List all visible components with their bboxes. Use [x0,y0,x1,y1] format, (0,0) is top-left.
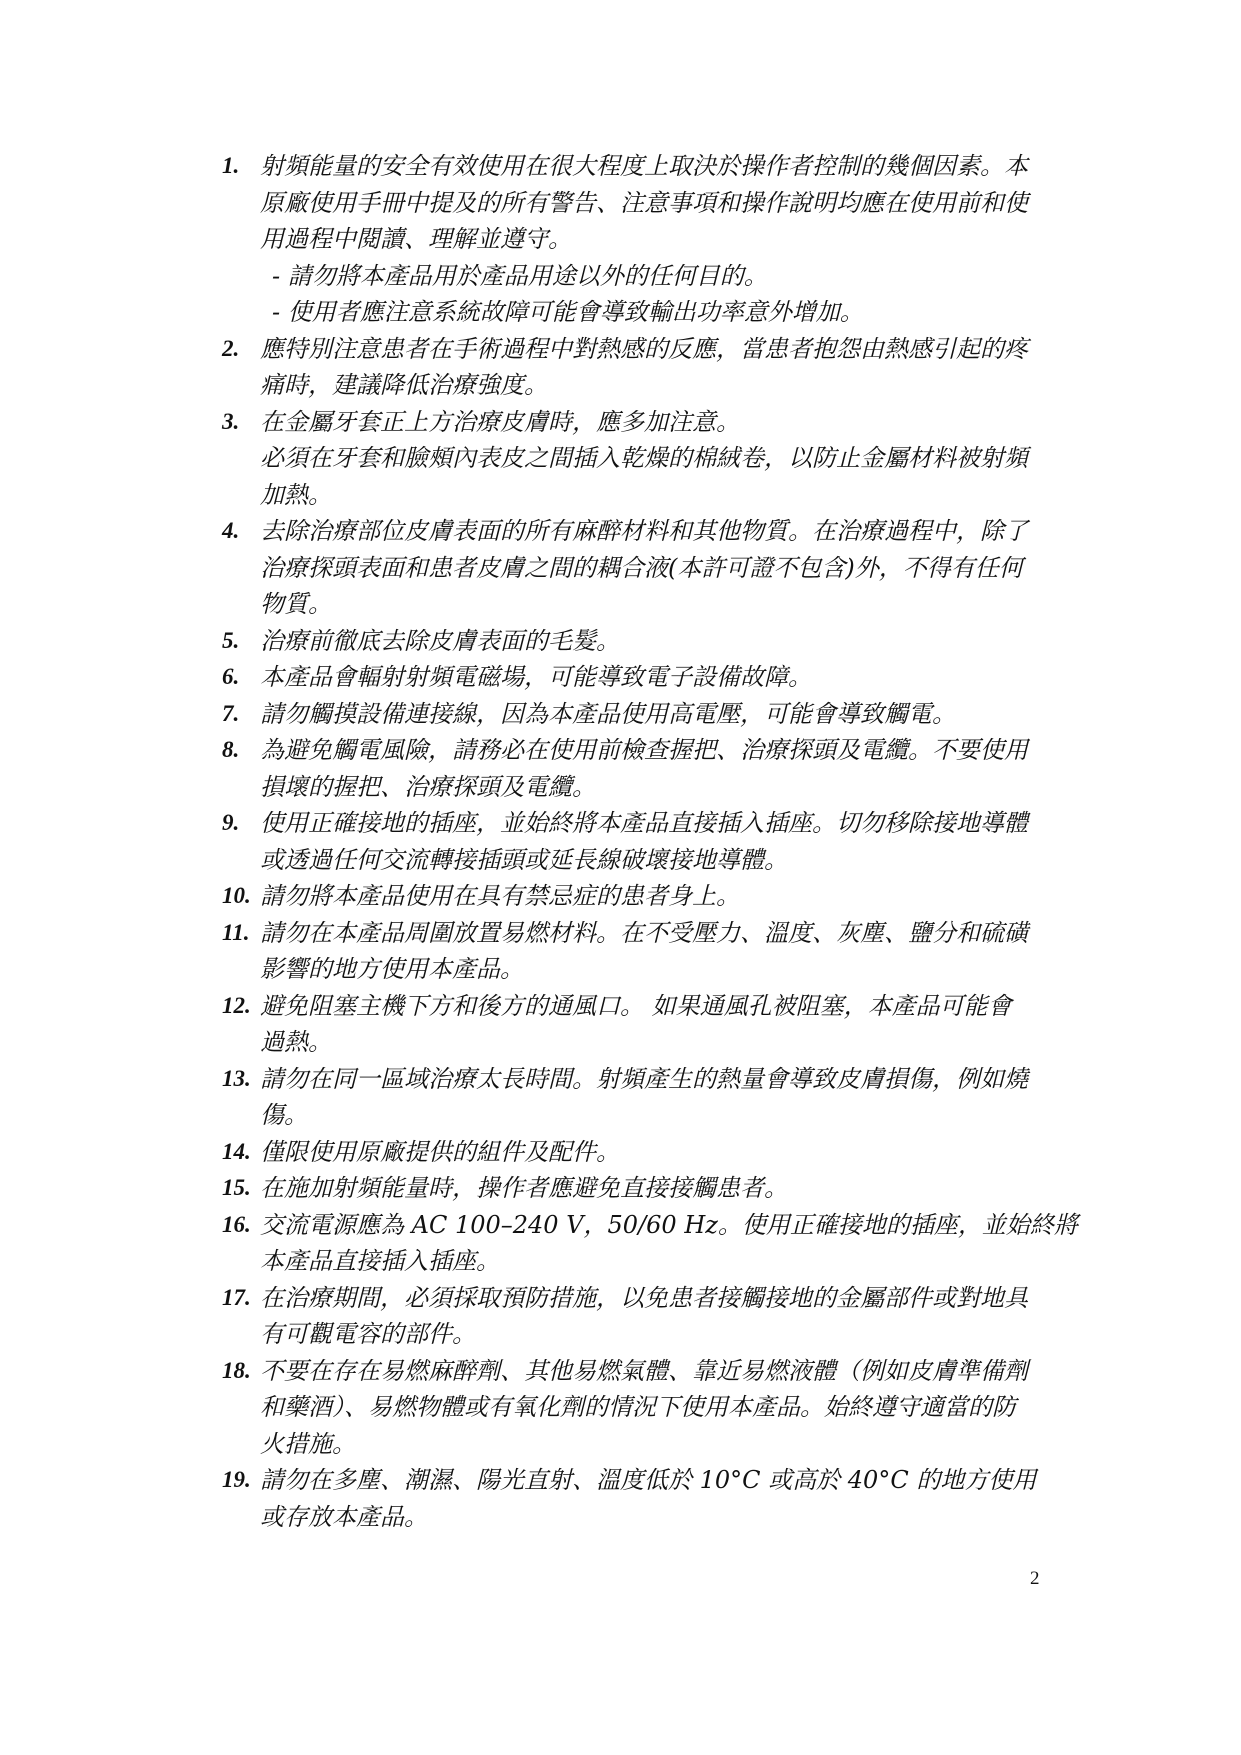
item-text-line: 僅限使用原廠提供的組件及配件。 [260,1137,620,1166]
item-number: 11. [222,919,250,945]
list-item [222,1170,1052,1207]
list-item [222,1207,1078,1280]
list-item [222,988,1052,1061]
item-text [260,988,1052,1061]
item-text-line: 在金屬牙套正上方治療皮膚時，應多加注意。 [260,407,740,436]
page-number: 2 [1030,1568,1040,1589]
list-item [222,513,1052,623]
item-number: 12. [222,992,251,1018]
item-text-line: 治療前徹底去除皮膚表面的毛髮。 [260,626,620,655]
item-number: 3. [222,408,240,434]
item-text [260,1134,1052,1171]
list-item [222,623,1052,660]
list-item [222,659,1052,696]
item-text-line: 痛時，建議降低治療強度。 [260,371,548,399]
sub-item: - 使用者應注意系統故障可能會導致輸出功率意外增加。 [272,298,864,326]
item-text-line: 交流電源應為 AC 100–240 V，50/60 Hz。使用正確接地的插座，並始終將 [260,1210,1078,1239]
list-item [222,878,1052,915]
item-text-line: 為避免觸電風險，請務必在使用前檢查握把、治療探頭及電纜。不要使用 [260,736,1028,764]
item-text [260,805,1052,878]
item-text-line: 原廠使用手冊中提及的所有警告、注意事項和操作說明均應在使用前和使 [260,188,1028,217]
item-text-line: 必須在牙套和臉頰內表皮之間插入乾燥的棉絨卷，以防止金屬材料被射頻 [260,444,1028,472]
item-text-line: 去除治療部位皮膚表面的所有麻醉材料和其他物質。在治療過程中，除了 [260,517,1028,545]
warning-list [222,148,1078,1535]
item-text [260,1061,1052,1134]
item-text-line: 加熱。 [260,480,332,509]
item-number: 1. [222,153,240,178]
item-text-line: 避免阻塞主機下方和後方的通風口。 如果通風孔被阻塞，本產品可能會 [260,991,1012,1020]
item-number: 19. [222,1467,251,1492]
item-text-line: 傷。 [260,1101,308,1129]
item-text-line: 使用正確接地的插座，並始終將本產品直接插入插座。切勿移除接地導體 [260,809,1028,837]
item-number: 14. [222,1138,251,1164]
item-number: 8. [222,737,240,762]
item-text-line: 不要在存在易燃麻醉劑、其他易燃氣體、靠近易燃液體（例如皮膚準備劑 [260,1356,1028,1385]
item-text [260,732,1052,805]
item-text-line: 請勿將本產品使用在具有禁忌症的患者身上。 [260,882,740,910]
item-text-line: 應特別注意患者在手術過程中對熱感的反應，當患者抱怨由熱感引起的疼 [260,334,1028,363]
item-text-line: 治療探頭表面和患者皮膚之間的耦合液(本許可證不包含)外，不得有任何 [260,553,1023,582]
item-number: 4. [222,518,240,543]
item-text-line: 物質。 [260,590,332,618]
item-number: 7. [222,700,240,726]
item-text-line: 火措施。 [260,1429,356,1458]
item-text-line: 和藥酒）、易燃物體或有氧化劑的情況下使用本產品。始終遵守適當的防 [260,1393,1016,1421]
item-number: 18. [222,1357,251,1383]
item-number: 15. [222,1175,251,1200]
item-text [260,1280,1052,1353]
item-number: 10. [222,883,251,908]
list-item [222,732,1052,805]
item-text-line: 在施加射頻能量時，操作者應避免直接接觸患者。 [260,1174,788,1202]
list-item [222,1134,1052,1171]
item-text-line: 或存放本產品。 [260,1502,428,1531]
item-text [260,513,1052,623]
item-text [260,1207,1078,1280]
list-item [222,331,1052,404]
item-text-line: 過熱。 [260,1028,332,1056]
item-text-line: 射頻能量的安全有效使用在很大程度上取決於操作者控制的幾個因素。本 [260,152,1028,180]
item-text-line: 請勿觸摸設備連接線，因為本產品使用高電壓，可能會導致觸電。 [260,699,956,728]
item-number: 17. [222,1284,251,1310]
list-item [222,1280,1052,1353]
item-text-line: 在治療期間，必須採取預防措施，以免患者接觸接地的金屬部件或對地具 [260,1283,1028,1312]
item-number: 2. [222,335,240,361]
list-item [222,1353,1052,1463]
sub-item: - 請勿將本產品用於產品用途以外的任何目的。 [272,261,768,290]
list-item [222,148,1052,331]
list-item [222,1462,1052,1535]
item-text [260,659,1052,696]
item-text [260,148,1052,331]
item-number: 6. [222,664,240,689]
item-text [260,404,1052,514]
list-item [222,805,1052,878]
item-text-line: 本產品會輻射射頻電磁場，可能導致電子設備故障。 [260,663,812,691]
item-number: 13. [222,1065,251,1091]
item-text-line: 用過程中閱讀、理解並遵守。 [260,225,572,253]
list-item [222,1061,1052,1134]
list-item [222,404,1052,514]
item-number: 9. [222,810,240,835]
item-text [260,696,1052,733]
item-text-line: 有可觀電容的部件。 [260,1320,476,1348]
item-text [260,1462,1052,1535]
item-number: 5. [222,627,240,653]
item-text-line: 影響的地方使用本產品。 [260,955,524,983]
item-text-line: 損壞的握把、治療探頭及電纜。 [260,772,596,801]
item-text-line: 請勿在多塵、潮濕、陽光直射、溫度低於 10°C 或高於 40°C 的地方使用 [260,1466,1037,1494]
item-text-line: 請勿在本產品周圍放置易燃材料。在不受壓力、溫度、灰塵、鹽分和硫磺 [260,918,1028,947]
item-text [260,878,1052,915]
item-text-line: 本產品直接插入插座。 [260,1247,500,1275]
item-text-line: 或透過任何交流轉接插頭或延長線破壞接地導體。 [260,845,788,874]
item-text-line: 請勿在同一區域治療太長時間。射頻產生的熱量會導致皮膚損傷，例如燒 [260,1064,1028,1093]
list-item [222,915,1052,988]
item-text [260,1170,1052,1207]
list-item [222,696,1052,733]
item-text [260,1353,1052,1463]
item-text [260,331,1052,404]
item-text [260,915,1052,988]
item-number: 16. [222,1211,251,1237]
item-text [260,623,1052,660]
